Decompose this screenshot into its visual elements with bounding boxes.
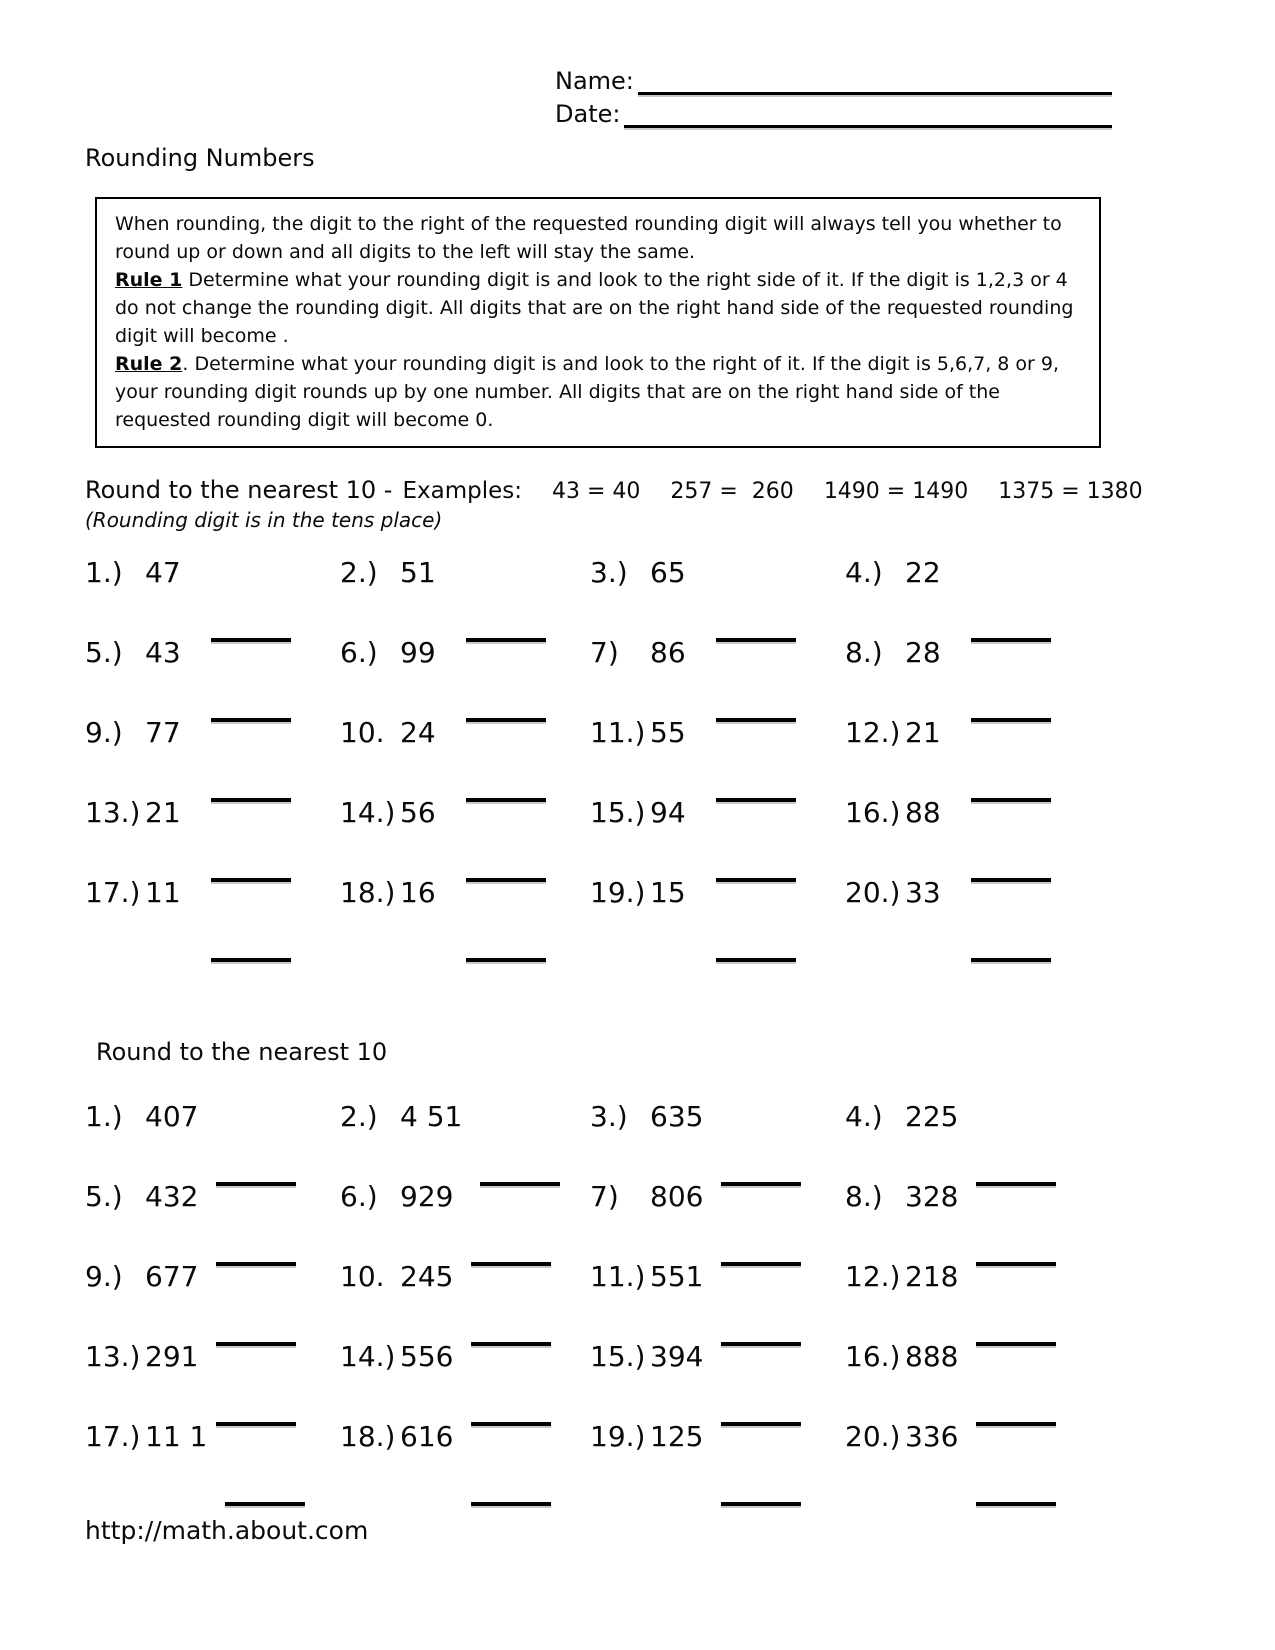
problem-item bbox=[845, 796, 1195, 876]
problem-value: 125 bbox=[650, 1420, 704, 1453]
problem-number: 12.) bbox=[845, 716, 901, 749]
problem-item bbox=[340, 1340, 590, 1420]
problem-item bbox=[590, 876, 845, 956]
problem-value: 291 bbox=[145, 1340, 199, 1373]
problem-value: 21 bbox=[145, 796, 181, 829]
problem-item bbox=[845, 1420, 1195, 1500]
answer-blank[interactable] bbox=[971, 958, 1051, 962]
problem-number: 17.) bbox=[85, 876, 141, 909]
problem-value: 56 bbox=[400, 796, 436, 829]
page-title: Rounding Numbers bbox=[85, 144, 315, 172]
problem-value: 407 bbox=[145, 1100, 199, 1133]
examples-list bbox=[522, 479, 1143, 504]
problem-value: 24 bbox=[400, 716, 436, 749]
example-item: 43 = 40 bbox=[551, 479, 641, 504]
problem-value: 245 bbox=[400, 1260, 454, 1293]
problem-number: 1.) bbox=[85, 1100, 123, 1133]
problem-item bbox=[590, 1260, 845, 1340]
rule-1 bbox=[115, 266, 1081, 350]
problem-number: 19.) bbox=[590, 1420, 646, 1453]
problem-number: 13.) bbox=[85, 1340, 141, 1373]
problem-item bbox=[340, 556, 590, 636]
answer-blank[interactable] bbox=[211, 958, 291, 962]
example-item: 1375 = 1380 bbox=[998, 479, 1143, 504]
problem-item bbox=[340, 1420, 590, 1500]
problem-item bbox=[340, 636, 590, 716]
problem-item bbox=[590, 1100, 845, 1180]
problem-item bbox=[85, 876, 340, 956]
problem-value: 16 bbox=[400, 876, 436, 909]
date-label: Date: bbox=[555, 100, 621, 128]
problem-item bbox=[590, 1180, 845, 1260]
section1-heading: Round to the nearest 10 - bbox=[85, 476, 393, 504]
answer-blank[interactable] bbox=[721, 1502, 801, 1506]
problem-item bbox=[340, 1260, 590, 1340]
problem-value: 556 bbox=[400, 1340, 454, 1373]
problem-number: 9.) bbox=[85, 1260, 123, 1293]
problem-value: 677 bbox=[145, 1260, 199, 1293]
problem-value: 88 bbox=[905, 796, 941, 829]
section1-heading-row bbox=[85, 476, 1143, 504]
problem-value: 888 bbox=[905, 1340, 959, 1373]
footer-url: http://math.about.com bbox=[85, 1516, 369, 1545]
problem-number: 18.) bbox=[340, 876, 396, 909]
problem-item bbox=[340, 1100, 590, 1180]
problem-value: 929 bbox=[400, 1180, 454, 1213]
problem-value: 432 bbox=[145, 1180, 199, 1213]
rule-2-label: Rule 2 bbox=[115, 353, 183, 375]
problem-number: 19.) bbox=[590, 876, 646, 909]
problem-item bbox=[85, 796, 340, 876]
date-row bbox=[555, 95, 1112, 128]
name-date-block bbox=[555, 62, 1112, 128]
problem-value: 86 bbox=[650, 636, 686, 669]
problem-item bbox=[845, 1260, 1195, 1340]
problem-value: 99 bbox=[400, 636, 436, 669]
rule-1-text: Determine what your rounding digit is and look to the right side of it. If the digit is 1,2,3 or 4 do not change the rounding digit. All digits that are on the right hand side of the requested rounding digit will become . bbox=[115, 269, 1074, 347]
name-row bbox=[555, 62, 1112, 95]
problem-item bbox=[85, 636, 340, 716]
problem-item bbox=[340, 876, 590, 956]
problem-item bbox=[340, 796, 590, 876]
problem-value: 11 bbox=[145, 876, 181, 909]
problem-number: 7) bbox=[590, 636, 619, 669]
problem-number: 8.) bbox=[845, 1180, 883, 1213]
problem-item bbox=[590, 556, 845, 636]
problem-number: 5.) bbox=[85, 1180, 123, 1213]
problem-item bbox=[845, 556, 1195, 636]
problem-value: 77 bbox=[145, 716, 181, 749]
problem-value: 47 bbox=[145, 556, 181, 589]
problem-number: 17.) bbox=[85, 1420, 141, 1453]
section1-note: (Rounding digit is in the tens place) bbox=[85, 508, 443, 532]
problem-item bbox=[845, 1100, 1195, 1180]
problem-value: 55 bbox=[650, 716, 686, 749]
problem-number: 11.) bbox=[590, 716, 646, 749]
problem-item bbox=[590, 716, 845, 796]
problem-number: 15.) bbox=[590, 1340, 646, 1373]
answer-blank[interactable] bbox=[716, 958, 796, 962]
name-label: Name: bbox=[555, 67, 634, 95]
problem-value: 394 bbox=[650, 1340, 704, 1373]
problem-value: 806 bbox=[650, 1180, 704, 1213]
problem-value: 22 bbox=[905, 556, 941, 589]
problem-number: 3.) bbox=[590, 556, 628, 589]
problem-number: 16.) bbox=[845, 796, 901, 829]
problem-value: 225 bbox=[905, 1100, 959, 1133]
problem-number: 14.) bbox=[340, 1340, 396, 1373]
problem-number: 20.) bbox=[845, 1420, 901, 1453]
answer-blank[interactable] bbox=[466, 958, 546, 962]
problem-item bbox=[85, 1100, 340, 1180]
problem-number: 11.) bbox=[590, 1260, 646, 1293]
problem-number: 3.) bbox=[590, 1100, 628, 1133]
problem-value: 21 bbox=[905, 716, 941, 749]
section1-problems bbox=[85, 556, 1195, 956]
problem-value: 51 bbox=[400, 556, 436, 589]
examples-label: Examples: bbox=[402, 478, 522, 504]
rule-1-label: Rule 1 bbox=[115, 269, 183, 291]
problem-number: 14.) bbox=[340, 796, 396, 829]
date-fill-line[interactable] bbox=[624, 104, 1112, 128]
problem-value: 635 bbox=[650, 1100, 704, 1133]
problem-item bbox=[85, 1180, 340, 1260]
problem-item bbox=[85, 1340, 340, 1420]
problem-item bbox=[590, 1340, 845, 1420]
problem-value: 328 bbox=[905, 1180, 959, 1213]
problem-item bbox=[845, 876, 1195, 956]
example-item: 257 = 260 bbox=[670, 479, 794, 504]
problem-value: 11 1 bbox=[145, 1420, 208, 1453]
problem-number: 10. bbox=[340, 716, 385, 749]
section2-problems bbox=[85, 1100, 1195, 1500]
problem-number: 18.) bbox=[340, 1420, 396, 1453]
problem-number: 7) bbox=[590, 1180, 619, 1213]
rule-2 bbox=[115, 350, 1081, 434]
problem-item bbox=[590, 636, 845, 716]
problem-number: 20.) bbox=[845, 876, 901, 909]
name-fill-line[interactable] bbox=[638, 71, 1112, 95]
section2-heading: Round to the nearest 10 bbox=[96, 1038, 388, 1066]
rules-box bbox=[95, 197, 1101, 448]
problem-value: 4 51 bbox=[400, 1100, 463, 1133]
problem-item bbox=[85, 556, 340, 636]
problem-item bbox=[85, 1420, 340, 1500]
problem-value: 43 bbox=[145, 636, 181, 669]
problem-number: 13.) bbox=[85, 796, 141, 829]
answer-blank[interactable] bbox=[471, 1502, 551, 1506]
problem-number: 9.) bbox=[85, 716, 123, 749]
problem-number: 4.) bbox=[845, 556, 883, 589]
problem-number: 5.) bbox=[85, 636, 123, 669]
problem-number: 12.) bbox=[845, 1260, 901, 1293]
problem-value: 336 bbox=[905, 1420, 959, 1453]
problem-number: 1.) bbox=[85, 556, 123, 589]
problem-item bbox=[845, 1340, 1195, 1420]
problem-item bbox=[340, 716, 590, 796]
problem-number: 8.) bbox=[845, 636, 883, 669]
problem-value: 616 bbox=[400, 1420, 454, 1453]
answer-blank[interactable] bbox=[225, 1502, 305, 1506]
problem-number: 6.) bbox=[340, 1180, 378, 1213]
problem-item bbox=[845, 1180, 1195, 1260]
rule-2-text: . Determine what your rounding digit is and look to the right of it. If the digit is 5,6,7, 8 or 9, your rounding digit rounds up by one number. All digits that are on the right hand side of the requested rounding digit will become 0. bbox=[115, 353, 1060, 431]
problem-number: 2.) bbox=[340, 556, 378, 589]
problem-number: 4.) bbox=[845, 1100, 883, 1133]
problem-item bbox=[340, 1180, 590, 1260]
problem-number: 16.) bbox=[845, 1340, 901, 1373]
problem-value: 218 bbox=[905, 1260, 959, 1293]
problem-value: 28 bbox=[905, 636, 941, 669]
problem-value: 65 bbox=[650, 556, 686, 589]
problem-item bbox=[85, 716, 340, 796]
problem-number: 2.) bbox=[340, 1100, 378, 1133]
problem-number: 10. bbox=[340, 1260, 385, 1293]
problem-item bbox=[590, 796, 845, 876]
problem-number: 6.) bbox=[340, 636, 378, 669]
problem-item bbox=[590, 1420, 845, 1500]
problem-item bbox=[845, 716, 1195, 796]
problem-number: 15.) bbox=[590, 796, 646, 829]
problem-item bbox=[845, 636, 1195, 716]
answer-blank[interactable] bbox=[976, 1502, 1056, 1506]
problem-value: 15 bbox=[650, 876, 686, 909]
problem-value: 551 bbox=[650, 1260, 704, 1293]
problem-value: 94 bbox=[650, 796, 686, 829]
example-item: 1490 = 1490 bbox=[823, 479, 969, 504]
problem-item bbox=[85, 1260, 340, 1340]
rules-intro: When rounding, the digit to the right of the requested rounding digit will always tell you whether to round up or down and all digits to the left will stay the same. bbox=[115, 213, 1062, 263]
problem-value: 33 bbox=[905, 876, 941, 909]
